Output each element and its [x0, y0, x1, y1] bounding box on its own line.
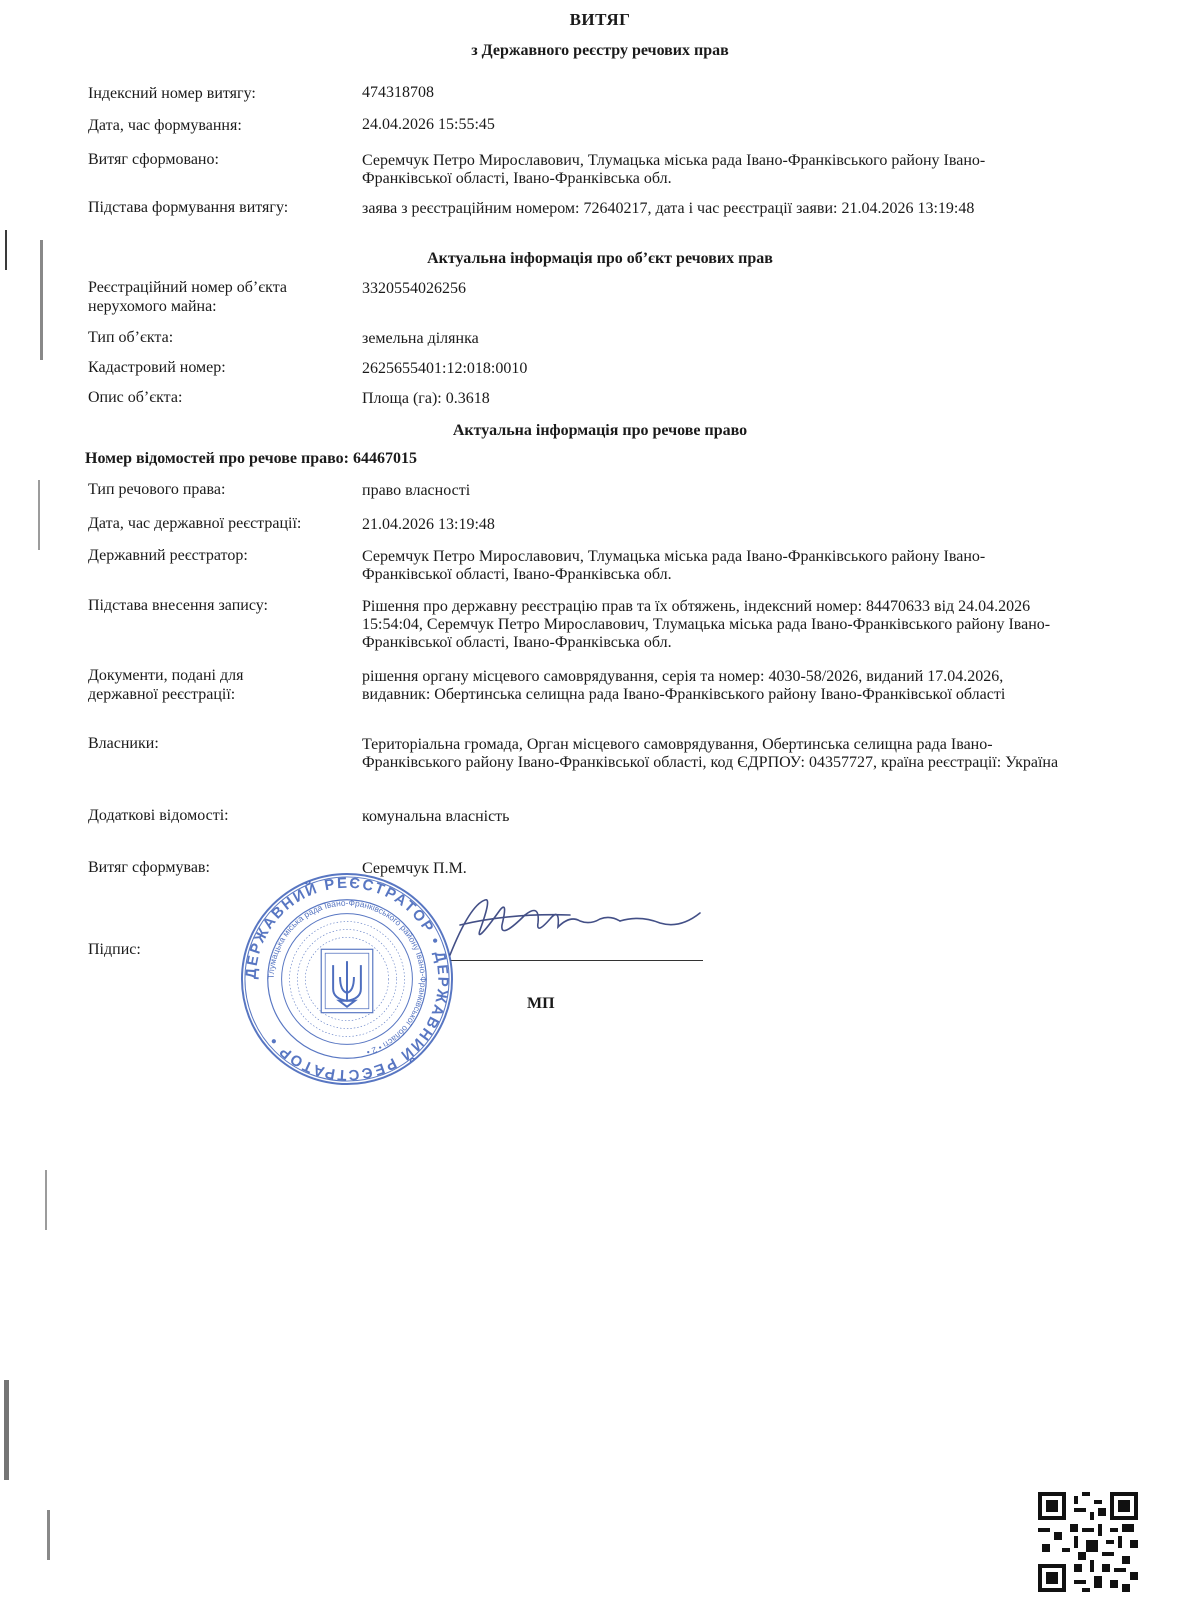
scan-mark [40, 240, 43, 360]
scan-mark [38, 480, 40, 550]
page-title: ВИТЯГ [569, 10, 631, 29]
scan-mark [4, 1380, 9, 1480]
seal-outer-text: ДЕРЖАВНИЙ РЕЄСТРАТОР • ДЕРЖАВНИЙ РЕЄСТРАТОР • [243, 875, 451, 1083]
scan-mark [45, 1170, 47, 1230]
formed-by-label: Витяг сформовано: [88, 151, 219, 168]
trident-icon [333, 961, 361, 1007]
right-type-value: право власності [362, 482, 471, 499]
formed-by-footer-label: Витяг сформував: [88, 859, 210, 876]
entry-basis-value: Рішення про державну реєстрацію прав та їх обтяжень, індексний номер: 84470633 від 24.04.2026 15:54:04, Серемчук Петро Мирославович, Тлумацька міська рада Івано-Франківського району Івано-Франківської області, Івано-Франківська обл. [362, 598, 1051, 651]
additional-info-label: Додаткові відомості: [88, 807, 229, 824]
right-section-heading: Актуальна інформація про речове право [452, 422, 748, 439]
right-record-number: Номер відомостей про речове право: 64467015 [85, 450, 417, 467]
index-number-label: Індексний номер витягу: [88, 85, 256, 102]
object-type-label: Тип об’єкта: [88, 329, 174, 346]
formation-basis-value: заява з реєстраційним номером: 72640217, дата і час реєстрації заяви: 21.04.2026 13:19:48 [362, 200, 975, 217]
index-number-value: 474318708 [362, 84, 434, 101]
reg-number-value: 3320554026256 [362, 280, 466, 297]
registrar-value: Серемчук Петро Мирославович, Тлумацька міська рада Івано-Франківського району Івано-Франківської області, Івано-Франківська обл. [362, 548, 986, 583]
owners-value: Територіальна громада, Орган місцевого самоврядування, Обертинська селищна рада Івано-Франківського району Івано-Франківської області, код ЄДРПОУ: 04357727, країна реєстрації: Україна [362, 736, 1059, 771]
registrar-label: Державний реєстратор: [88, 547, 248, 564]
object-section-heading: Актуальна інформація про об’єкт речових прав [427, 250, 773, 267]
formation-basis-label: Підстава формування витягу: [88, 199, 289, 216]
owners-label: Власники: [88, 735, 159, 752]
seal-inner-text: Тлумацька міська рада Івано-Франківського району Івано-Франківської області • 2 • [265, 897, 429, 1058]
formation-date-label: Дата, час формування: [88, 117, 242, 134]
formed-by-value: Серемчук Петро Мирославович, Тлумацька міська рада Івано-Франківського району Івано-Франківської області, Івано-Франківська обл. [362, 152, 986, 187]
description-label: Опис об’єкта: [88, 389, 183, 406]
registration-date-value: 21.04.2026 13:19:48 [362, 516, 495, 533]
cadastral-label: Кадастровий номер: [88, 359, 226, 376]
official-seal [238, 870, 456, 1088]
page-subtitle: з Державного реєстру речових прав [471, 42, 729, 59]
scan-mark [47, 1510, 50, 1560]
scan-mark [5, 230, 7, 270]
formed-by-footer-value: Серемчук П.М. [362, 860, 467, 877]
registration-date-label: Дата, час державної реєстрації: [88, 515, 302, 532]
stamp-label: МП [527, 995, 555, 1012]
reg-number-label: Реєстраційний номер об’єкта нерухомого майна: [88, 279, 287, 315]
documents-value: рішення органу місцевого самоврядування, серія та номер: 4030-58/2026, виданий 17.04.2026, видавник: Обертинська селищна рада Івано-Франківського району Івано-Франківської області [362, 668, 1006, 703]
object-type-value: земельна ділянка [362, 330, 479, 347]
entry-basis-label: Підстава внесення запису: [88, 597, 268, 614]
qr-code-icon [1038, 1492, 1138, 1592]
signature-label: Підпис: [88, 941, 141, 958]
formation-date-value: 24.04.2026 15:55:45 [362, 116, 495, 133]
right-type-label: Тип речового права: [88, 481, 226, 498]
documents-label: Документи, подані для державної реєстрації: [88, 667, 244, 703]
description-value: Площа (га): 0.3618 [362, 390, 490, 407]
cadastral-value: 2625655401:12:018:0010 [362, 360, 528, 377]
handwritten-signature [430, 885, 730, 965]
additional-info-value: комунальна власність [362, 808, 510, 825]
